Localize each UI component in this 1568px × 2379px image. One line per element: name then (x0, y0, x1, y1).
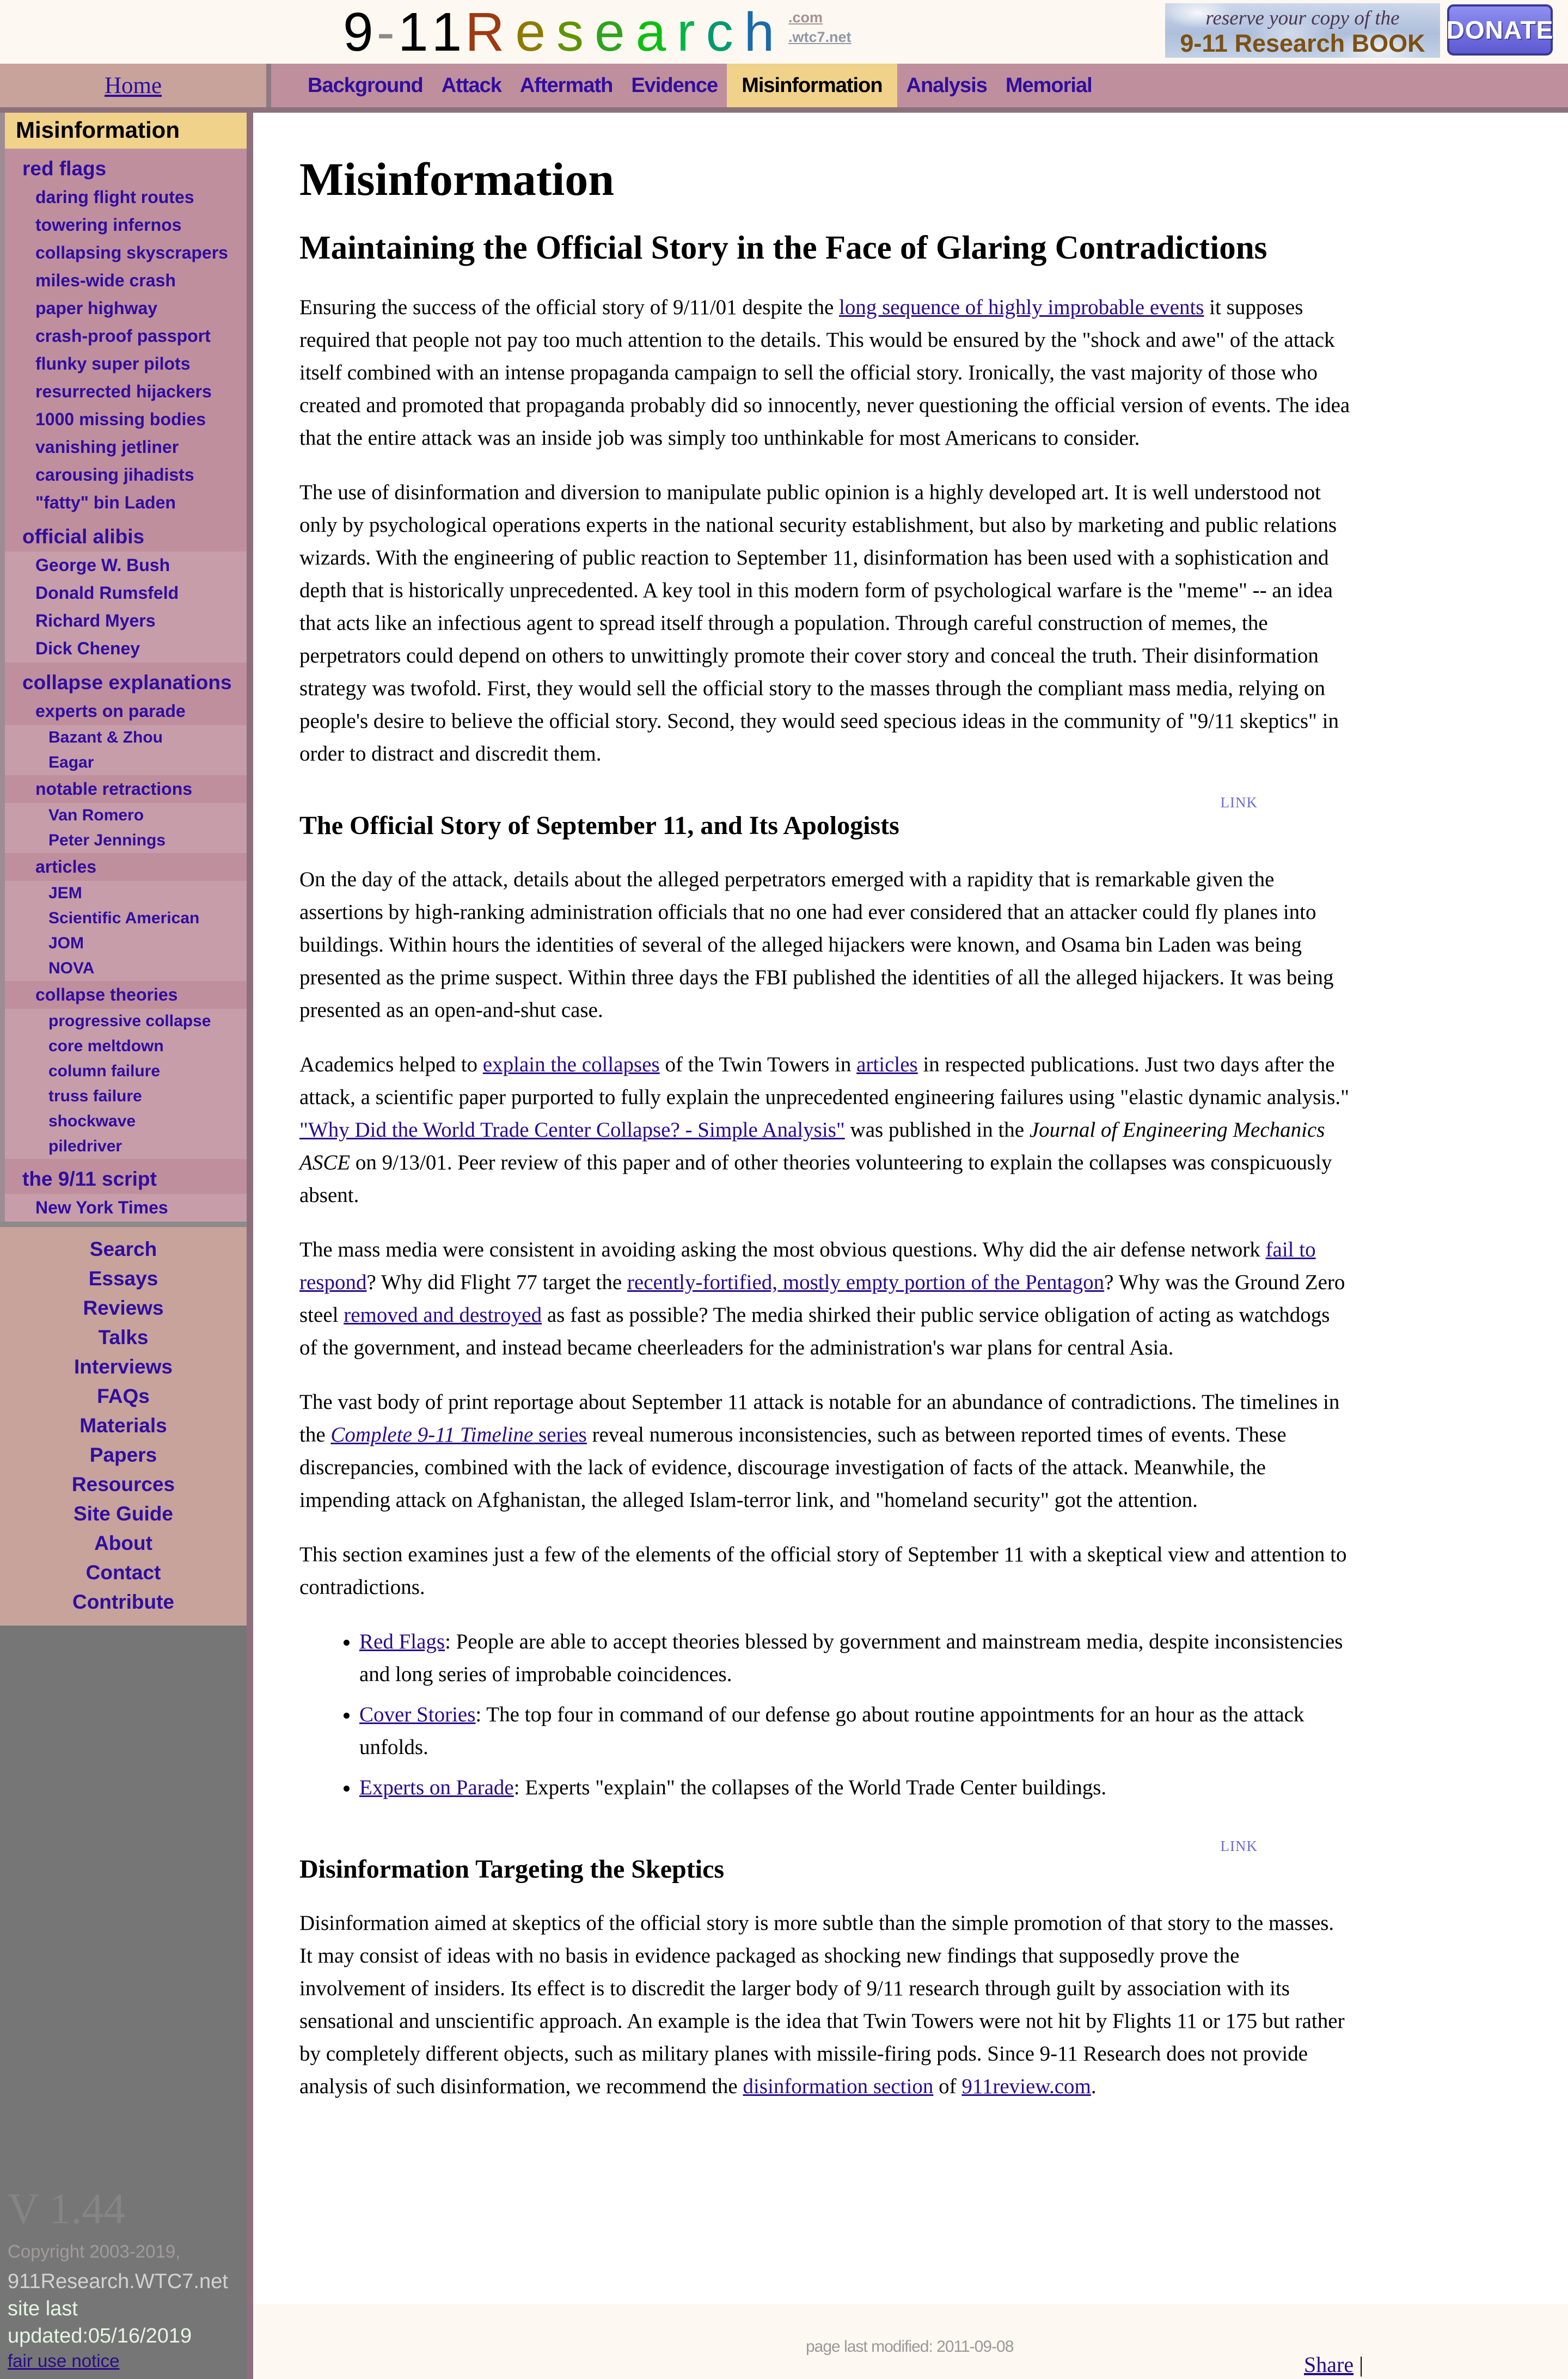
sidebar-item-reviews[interactable]: Reviews (83, 1297, 164, 1319)
sidebar-item-column-failure[interactable]: column failure (5, 1059, 247, 1084)
section-heading-official-story: The Official Story of September 11, and Its Apologists (299, 811, 899, 840)
inline-text: was published in the (844, 1118, 1030, 1142)
book-ad-banner[interactable] (1165, 3, 1440, 58)
main-content (253, 113, 1568, 2379)
inline-link[interactable]: explain the collapses (482, 1053, 660, 1076)
logo-letter: r (677, 2, 695, 63)
share-box (1304, 2352, 1363, 2377)
inline-text: on 9/13/01. Peer review of this paper and of other theories volunteering to explain the collapses was conspicuously absent. (299, 1151, 1332, 1207)
site-domain-text: 911Research.WTC7.net (8, 2270, 228, 2293)
inline-text: ? Why did Flight 77 target the (366, 1271, 627, 1294)
sidebar-item-collapse-theories[interactable]: collapse theories (35, 985, 178, 1004)
logo-letter: 1 (397, 2, 428, 63)
sidebar-item-vanishing-jetliner[interactable]: vanishing jetliner (35, 437, 179, 457)
inline-text: in respected publications. Just two days after the attack, a scientific paper purported to fully explain the unprecedented engineering failures using "elastic dynamic analysis." (299, 1053, 1350, 1109)
sidebar-item-essays[interactable]: Essays (88, 1267, 158, 1290)
sidebar-item-daring-flight-routes[interactable]: daring flight routes (35, 187, 194, 207)
sidebar-divider (0, 1222, 247, 1227)
logo-letter: e (515, 2, 546, 63)
sidebar-item-bazant-zhou[interactable]: Bazant & Zhou (5, 725, 247, 750)
inline-text: it supposes required that people not pay too much attention to the details. This would be ensured by the "shock and awe" of the attack itself combined with an intense propaganda campaign to sell the official story. Ironically, the vast majority of those who created and promoted that propaganda probably did so innocently, never questioning the official version of events. The idea that the entire attack was an inside job was simply too unthinkable for most Americans to consider. (299, 296, 1350, 450)
tab-attack[interactable]: Attack (441, 73, 501, 97)
logo-letter: a (635, 2, 666, 63)
sidebar-item-dick-cheney[interactable]: Dick Cheney (5, 635, 247, 663)
sidebar-item-shockwave[interactable]: shockwave (5, 1109, 247, 1134)
sidebar-item-george-w-bush[interactable]: George W. Bush (5, 551, 247, 579)
content-footer (253, 2304, 1568, 2379)
sidebar-item-site-guide[interactable]: Site Guide (74, 1503, 173, 1525)
sidebar-item-crash-proof-passport[interactable]: crash-proof passport (35, 326, 211, 346)
inline-link[interactable]: long sequence of highly improbable events (839, 296, 1204, 319)
sidebar-item-materials[interactable]: Materials (79, 1414, 167, 1437)
page-title: Misinformation (299, 153, 615, 205)
sidebar-item-scientific-american[interactable]: Scientific American (5, 906, 247, 931)
tab-background[interactable]: Background (308, 73, 423, 97)
tab-analysis[interactable]: Analysis (906, 73, 987, 97)
tab-memorial[interactable]: Memorial (1005, 73, 1092, 97)
sidebar-title: Misinformation (5, 113, 247, 149)
inline-text: The mass media were consistent in avoiding asking the most obvious questions. Why did the air defense network (299, 1238, 1266, 1261)
inline-text: The use of disinformation and diversion to manipulate public opinion is a highly developed art. It is well understood not only by psychological operations experts in the national security establishment, but also by marketing and public relations wizards. With the engineering of public reaction to September 11, disinformation has been used with a sophistication and depth that is historically unprecedented. A key tool in this modern form of psychological warfare is the "meme" -- an idea that acts like an infectious agent to spread itself through a population. Through careful construction of memes, the perpetrators could depend on others to unwittingly promote their cover story and conceal the truth. Their disinformation strategy was twofold. First, they would sell the official story to the masses through the compliant mass media, relying on people's desire to believe the official story. Second, they would seed specious ideas in the community of "9/11 skeptics" in order to distract and discredit them. (299, 481, 1339, 765)
sidebar-item-resources[interactable]: Resources (71, 1473, 175, 1495)
sidebar-item-jem[interactable]: JEM (5, 881, 247, 906)
section-disinformation (299, 1838, 1350, 1884)
sidebar-item-miles-wide-crash[interactable]: miles-wide crash (35, 271, 176, 290)
site-logo (343, 1, 785, 64)
inline-text: The vast body of print reportage about September 11 attack is notable for an abundance of contradictions. The timelines in the (299, 1390, 1340, 1446)
bullet-experts-on-parade (359, 1771, 1350, 1804)
sidebar-item-papers[interactable]: Papers (89, 1444, 157, 1466)
inline-link[interactable]: "Why Did the World Trade Center Collapse? - Simple Analysis" (299, 1118, 845, 1142)
sidebar-item-contribute[interactable]: Contribute (72, 1591, 175, 1613)
paragraph-official-5 (299, 1538, 1350, 1604)
book-ad-line2: 9-11 Research BOOK (1180, 29, 1425, 57)
share-link[interactable]: Share (1304, 2352, 1354, 2377)
bullet-red-flags (359, 1626, 1350, 1691)
inline-link[interactable]: disinformation section (743, 2075, 934, 2098)
sidebar-item-the-9-11-script[interactable]: the 9/11 script (22, 1168, 157, 1190)
paragraph-intro-1 (299, 291, 1350, 455)
inline-link[interactable]: Red Flags (359, 1630, 445, 1653)
fair-use-notice-link[interactable]: fair use notice (8, 2351, 120, 2371)
inline-text: On the day of the attack, details about the alleged perpetrators emerged with a rapidity that is remarkable given the assertions by high-ranking administration officials that no one had ever considered that an attacker could fly planes into buildings. Within hours the identities of several of the alleged hijackers were known, and Osama bin Laden was being presented as the prime suspect. Within three days the FBI published the identities of all the alleged hijackers. It was being presented as an open-and-shut case. (299, 868, 1334, 1022)
inline-link[interactable]: fail to respond (299, 1238, 1316, 1294)
sidebar-item-red-flags[interactable]: red flags (22, 157, 107, 180)
sidebar-item-official-alibis[interactable]: official alibis (22, 525, 145, 548)
page-subtitle: Maintaining the Official Story in the Face of Glaring Contradictions (299, 230, 1267, 266)
section-official-story (299, 794, 1350, 841)
logo-letter: - (376, 2, 395, 63)
inline-link[interactable]: Experts on Parade (359, 1776, 514, 1799)
com-domain-link[interactable]: .com (788, 9, 823, 26)
site-version: V 1.44 (8, 2185, 126, 2233)
wtc7-domain-link[interactable]: .wtc7.net (788, 29, 852, 45)
site-updated-line (8, 2268, 242, 2350)
paragraph-official-4 (299, 1386, 1350, 1517)
inline-link[interactable]: Complete 9-11 Timeline (330, 1423, 534, 1446)
sidebar-item-towering-infernos[interactable]: towering infernos (35, 215, 182, 235)
inline-text: of the Twin Towers in (659, 1053, 857, 1076)
sidebar-item-faqs[interactable]: FAQs (97, 1385, 150, 1407)
sidebar-item-contact[interactable]: Contact (85, 1561, 161, 1584)
sidebar-item-notable-retractions[interactable]: notable retractions (35, 779, 193, 799)
section-link-label[interactable]: LINK (1220, 794, 1258, 811)
nav-divider (266, 64, 271, 107)
logo-letter: c (706, 2, 733, 63)
sidebar-item-richard-myers[interactable]: Richard Myers (5, 607, 247, 635)
inline-link[interactable]: recently-fortified, mostly empty portion of the Pentagon (627, 1271, 1105, 1294)
paragraph-official-3 (299, 1234, 1350, 1364)
book-ad-line1: reserve your copy of the (1205, 7, 1400, 29)
inline-text: : The top four in command of our defense go about routine appointments for an hour as the attack unfolds. (359, 1703, 1304, 1759)
sidebar-item-jom[interactable]: JOM (5, 931, 247, 956)
sidebar-item-van-romero[interactable]: Van Romero (5, 803, 247, 828)
nav-tabs (271, 64, 1568, 107)
body-row (0, 113, 1568, 2379)
sidebar-item-nova[interactable]: NOVA (5, 956, 247, 981)
sidebar-item-paper-highway[interactable]: paper highway (35, 298, 158, 318)
logo-letter: R (465, 2, 505, 63)
topic-bullet-list (299, 1626, 1350, 1812)
sidebar-item-eagar[interactable]: Eagar (5, 750, 247, 775)
paragraph-official-2 (299, 1049, 1350, 1212)
logo-domain-links (788, 8, 852, 47)
bullet-cover-stories (359, 1699, 1350, 1764)
sidebar-item-peter-jennings[interactable]: Peter Jennings (5, 828, 247, 853)
masthead (0, 0, 1568, 64)
inline-text: : People are able to accept theories blessed by government and mainstream media, despite inconsistencies and long series of improbable coincidences. (359, 1630, 1343, 1686)
sidebar-item-collapsing-skyscrapers[interactable]: collapsing skyscrapers (35, 243, 228, 262)
logo-letter: h (744, 2, 775, 63)
sidebar-item-interviews[interactable]: Interviews (74, 1356, 173, 1378)
logo-letter: s (556, 2, 584, 63)
tab-aftermath[interactable]: Aftermath (519, 73, 613, 97)
inline-text: Ensuring the success of the official story of 9/11/01 despite the (299, 296, 840, 319)
paragraph-official-1 (299, 863, 1350, 1027)
sidebar-menu (5, 149, 247, 1222)
inline-text: as fast as possible? The media shirked their public service obligation of acting as watchdogs of the government, and instead became cheerleaders for the administration's war plans for central Asia. (299, 1303, 1330, 1359)
section-link-label[interactable]: LINK (1220, 1838, 1258, 1854)
sidebar-section-nav (0, 113, 247, 1222)
sidebar-item-carousing-jihadists[interactable]: carousing jihadists (35, 465, 194, 485)
sidebar-item-truss-failure[interactable]: truss failure (5, 1084, 247, 1109)
top-navbar (0, 64, 1568, 113)
sidebar-item-core-meltdown[interactable]: core meltdown (5, 1034, 247, 1059)
sidebar-item-progressive-collapse[interactable]: progressive collapse (5, 1009, 247, 1034)
copyright-text: Copyright 2003-2019, (8, 2241, 181, 2261)
logo-letter: e (595, 2, 625, 63)
sidebar-item-collapse-explanations[interactable]: collapse explanations (22, 671, 232, 694)
home-link[interactable]: Home (104, 72, 162, 99)
sidebar-item-search[interactable]: Search (89, 1238, 157, 1260)
sidebar-item-flunky-super-pilots[interactable]: flunky super pilots (35, 354, 191, 373)
inline-text: This section examines just a few of the elements of the official story of September 11 with a skeptical view and attention to contradictions. (299, 1543, 1347, 1599)
sidebar-item-piledriver[interactable]: piledriver (5, 1134, 247, 1159)
sidebar-item-fatty-bin-laden[interactable]: "fatty" bin Laden (35, 493, 176, 512)
inline-link[interactable]: series (533, 1423, 587, 1446)
sidebar-item-donald-rumsfeld[interactable]: Donald Rumsfeld (5, 579, 247, 607)
inline-text: reveal numerous inconsistencies, such as between reported times of events. These discrepancies, combined with the lack of evidence, discourage investigation of facts of the attack. Meanwhile, the impending attack on Afghanistan, the alleged Islam-terror link, and "homeland security" got the attention. (299, 1423, 1287, 1512)
inline-link[interactable]: Cover Stories (359, 1703, 476, 1726)
logo-letter: 9 (343, 2, 373, 63)
logo-letter: 1 (431, 2, 462, 63)
section-heading-disinformation: Disinformation Targeting the Skeptics (299, 1855, 725, 1884)
sidebar-item-1000-missing-bodies[interactable]: 1000 missing bodies (35, 409, 206, 429)
inline-text: of (933, 2075, 962, 2098)
sidebar-item-about[interactable]: About (94, 1532, 152, 1554)
inline-text: Academics helped to (299, 1053, 483, 1076)
paragraph-disinformation (299, 1907, 1350, 2103)
sidebar-item-resurrected-hijackers[interactable]: resurrected hijackers (35, 382, 212, 401)
inline-link[interactable]: removed and destroyed (344, 1303, 542, 1327)
home-cell (0, 64, 266, 107)
sidebar-item-new-york-times[interactable]: New York Times (5, 1194, 247, 1222)
sidebar (0, 113, 253, 2379)
paragraph-intro-2 (299, 476, 1350, 770)
share-separator: | (1359, 2352, 1364, 2377)
inline-link[interactable]: articles (856, 1053, 918, 1076)
inline-text: Disinformation aimed at skeptics of the official story is more subtle than the simple promotion of that story to the masses. It may consist of ideas with no basis in evidence packaged as shocking new findings that supposedly prove the involvement of insiders. Its effect is to discredit the larger body of 9/11 research through guilt by association with its sensational and unscientific approach. An example is the idea that Twin Towers were not hit by Flights 11 or 175 but rather by completely different objects, such as military planes with missile-firing pods. Since 9-11 Research does not provide analysis of such disinformation, we recommend the (299, 1911, 1345, 2098)
inline-text: : Experts "explain" the collapses of the World Trade Center buildings. (513, 1776, 1107, 1799)
donate-label: DONATE (1446, 16, 1554, 44)
donate-button[interactable] (1447, 4, 1553, 56)
tab-evidence[interactable]: Evidence (631, 73, 718, 97)
site-updated-text: site last updated:05/16/2019 (8, 2297, 192, 2347)
sidebar-quick-links (0, 1227, 247, 1626)
inline-text: ? Why was the Ground Zero steel (299, 1271, 1345, 1327)
sidebar-item-talks[interactable]: Talks (98, 1326, 149, 1348)
inline-text: . (1091, 2075, 1097, 2098)
sidebar-item-articles[interactable]: articles (35, 857, 97, 876)
last-modified-text: page last modified: 2011-09-08 (806, 2338, 1014, 2356)
inline-text: Journal of Engineering Mechanics ASCE (299, 1118, 1325, 1174)
sidebar-footer-area (0, 1626, 247, 2379)
sidebar-item-experts-on-parade[interactable]: experts on parade (35, 701, 186, 721)
inline-link[interactable]: 911review.com (961, 2075, 1091, 2098)
tab-misinformation[interactable]: Misinformation (727, 64, 897, 107)
